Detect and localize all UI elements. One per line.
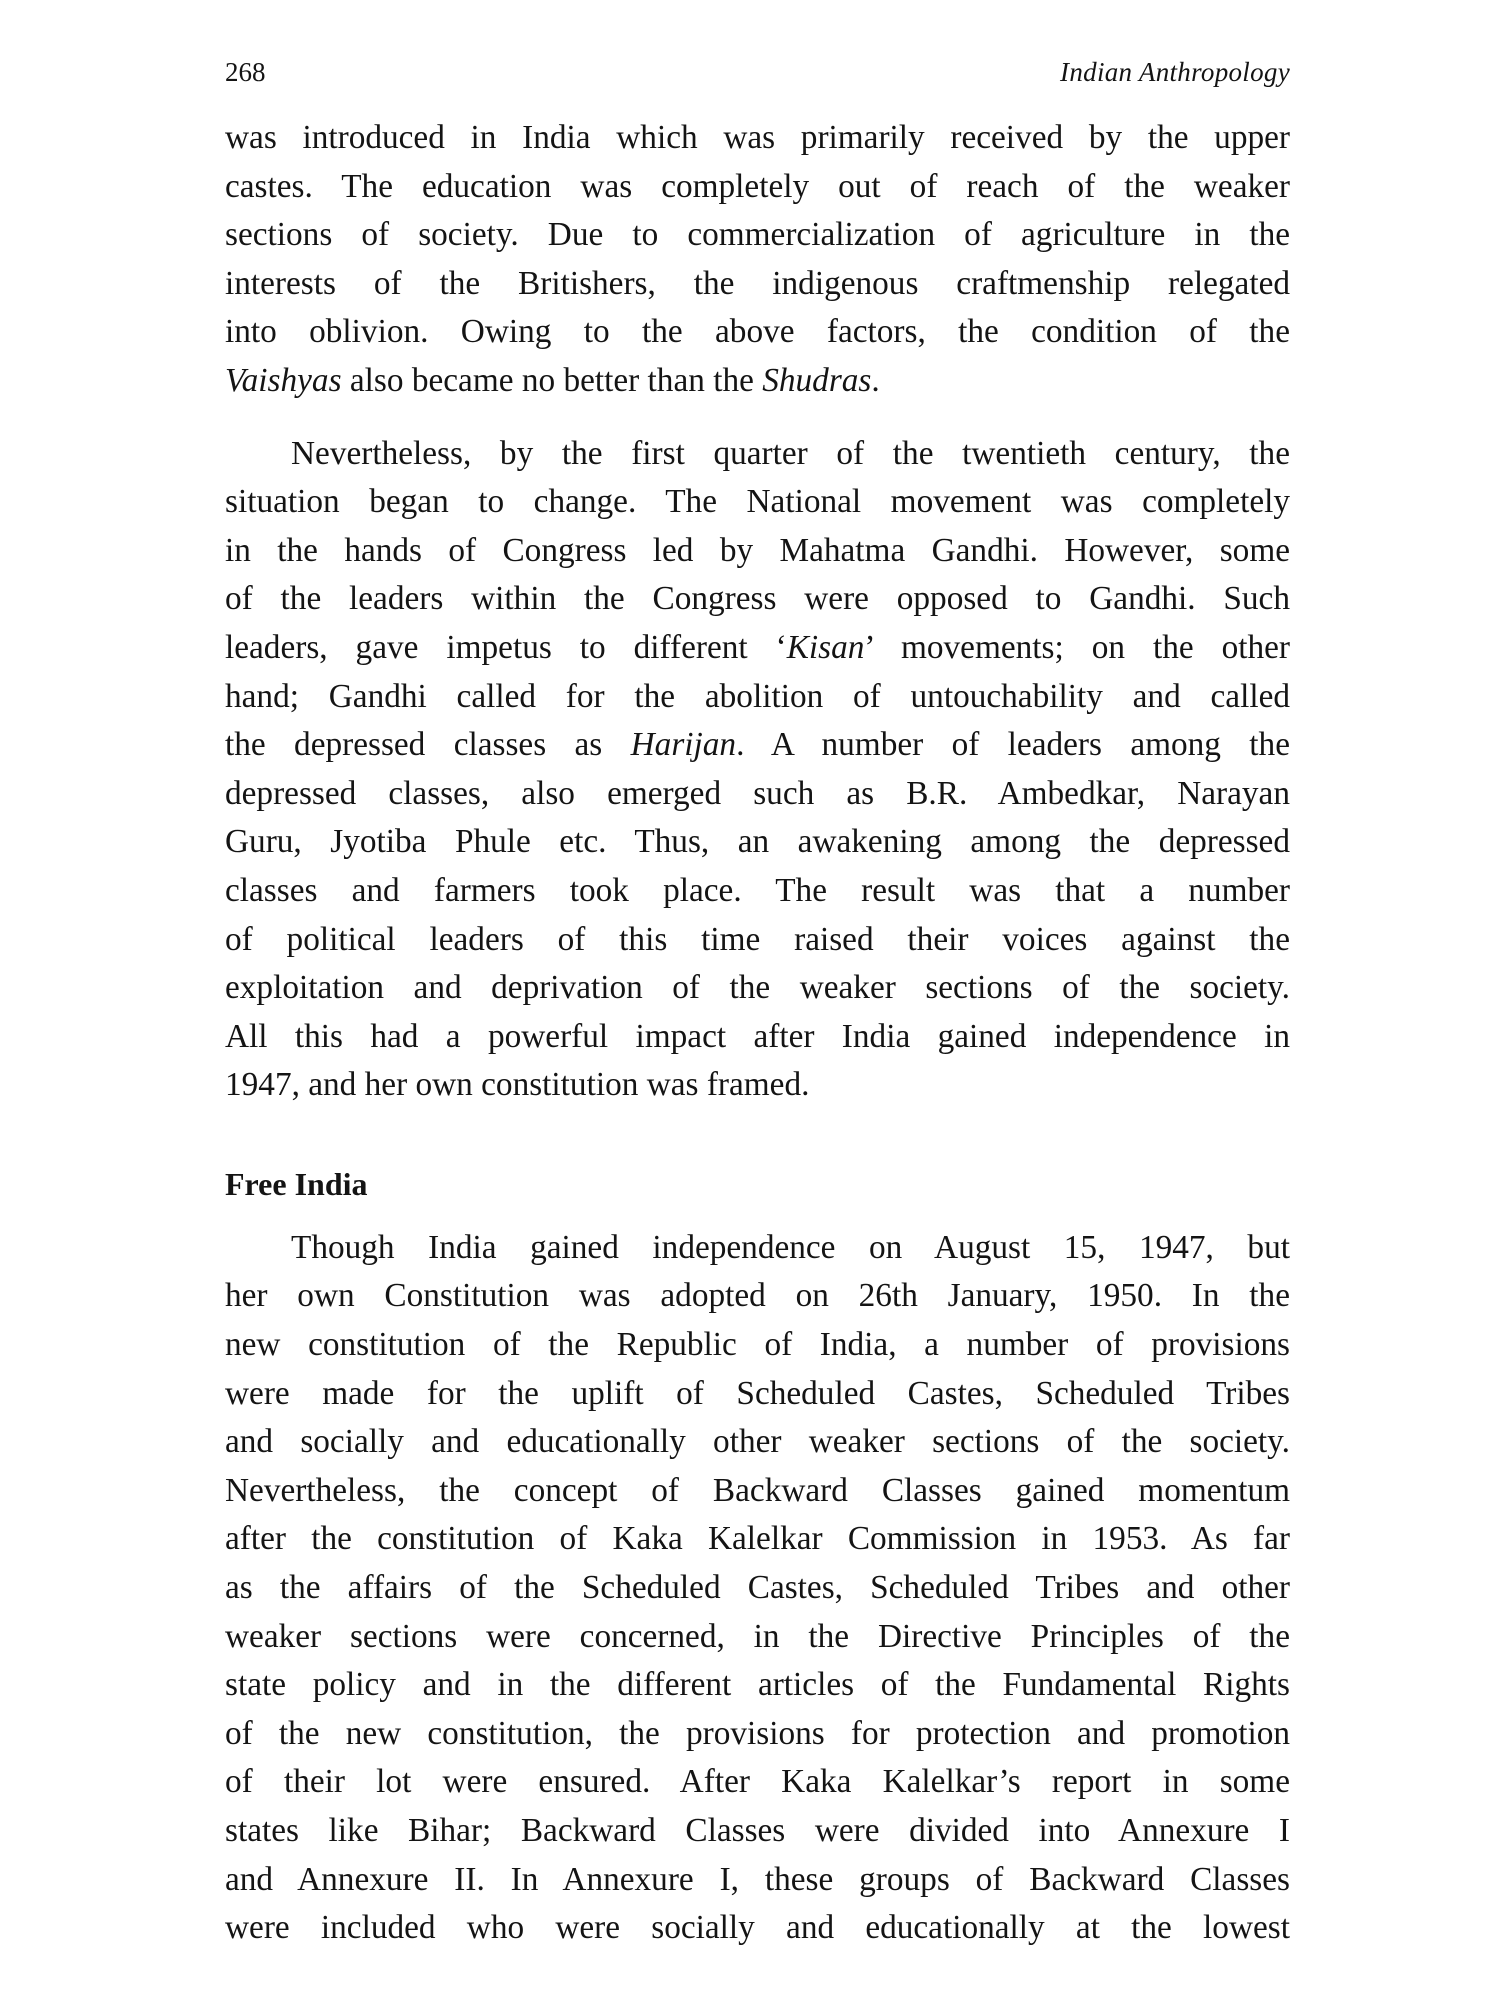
text-line: of the leaders within the Congress were opposed to Gandhi. Such <box>225 580 1290 618</box>
text-line: 1947, and her own constitution was framed. <box>225 1066 810 1104</box>
text-line: and socially and educationally other weaker sections of the society. <box>225 1423 1290 1461</box>
text-fragment: . A number of leaders among the <box>736 726 1290 764</box>
text-line: of political leaders of this time raised their voices against the <box>225 920 1290 958</box>
text-fragment: the depressed classes as <box>225 726 631 764</box>
text-line: of their lot were ensured. After Kaka Kalelkar’s report in some <box>225 1763 1290 1801</box>
text-line <box>225 624 1290 673</box>
text-line: depressed classes, also emerged such as B.R. Ambedkar, Narayan <box>225 774 1290 812</box>
text-line: classes and farmers took place. The result was that a number <box>225 871 1290 909</box>
paragraph-2 <box>225 430 1290 1110</box>
text-line: weaker sections were concerned, in the Directive Principles of the <box>225 1617 1290 1655</box>
italic-term-harijan: Harijan <box>630 726 737 764</box>
text-line: interests of the Britishers, the indigenous craftmenship relegated <box>225 264 1290 302</box>
text-line: hand; Gandhi called for the abolition of untouchability and called <box>225 677 1290 715</box>
text-line: and Annexure II. In Annexure I, these groups of Backward Classes <box>225 1860 1290 1898</box>
text-line: All this had a powerful impact after India gained independence in <box>225 1017 1290 1055</box>
text-fragment: leaders, gave impetus to different ‘ <box>225 628 787 666</box>
text-line: into oblivion. Owing to the above factors, the condition of the <box>225 313 1290 351</box>
text-line: were made for the uplift of Scheduled Castes, Scheduled Tribes <box>225 1374 1290 1412</box>
heading-spacer <box>225 1208 1290 1224</box>
text-line: exploitation and deprivation of the weaker sections of the society. <box>225 969 1290 1007</box>
text-line <box>225 357 1290 406</box>
running-header <box>225 52 1290 114</box>
italic-term-vaishyas: Vaishyas <box>225 361 342 399</box>
text-line: as the affairs of the Scheduled Castes, Scheduled Tribes and other <box>225 1569 1290 1607</box>
section-spacer <box>225 1110 1290 1160</box>
text-fragment: also became no better than the <box>341 361 763 399</box>
section-heading: Free India <box>225 1165 368 1202</box>
text-line: Nevertheless, the concept of Backward Classes gained momentum <box>225 1471 1290 1509</box>
text-line: situation began to change. The National movement was completely <box>225 483 1290 521</box>
text-line: states like Bihar; Backward Classes were divided into Annexure I <box>225 1812 1290 1849</box>
text-fragment: ’ movements; on the other <box>864 628 1290 666</box>
text-line: sections of society. Due to commercialization of agriculture in the <box>225 216 1290 254</box>
text-line: state policy and in the different articles of the Fundamental Rights <box>225 1666 1290 1704</box>
text-line: of the new constitution, the provisions for protection and promotion <box>225 1714 1290 1752</box>
text-line: after the constitution of Kaka Kalelkar Commission in 1953. As far <box>225 1520 1290 1558</box>
italic-term-shudras: Shudras <box>762 361 872 399</box>
text-line: Nevertheless, by the first quarter of the twentieth century, the <box>291 434 1290 472</box>
body-text <box>225 114 1290 1953</box>
text-line: in the hands of Congress led by Mahatma Gandhi. However, some <box>225 531 1290 569</box>
text-line <box>225 721 1290 770</box>
text-fragment: . <box>871 361 880 399</box>
running-title: Indian Anthropology <box>1060 57 1290 87</box>
text-line: was introduced in India which was primarily received by the upper <box>225 119 1290 156</box>
text-line: Guru, Jyotiba Phule etc. Thus, an awakening among the depressed <box>225 823 1290 861</box>
page-number: 268 <box>225 57 266 87</box>
text-line: were included who were socially and educationally at the lowest <box>225 1909 1290 1947</box>
text-line: castes. The education was completely out of reach of the weaker <box>225 167 1290 205</box>
paragraph-spacer <box>225 406 1290 430</box>
paragraph-1 <box>225 114 1290 406</box>
book-page <box>225 52 1290 1953</box>
text-line: her own Constitution was adopted on 26th January, 1950. In the <box>225 1277 1290 1315</box>
text-line: Though India gained independence on August 15, 1947, but <box>291 1228 1290 1266</box>
paragraph-3 <box>225 1224 1290 1953</box>
italic-term-kisan: Kisan <box>786 628 865 666</box>
text-line: new constitution of the Republic of India, a number of provisions <box>225 1326 1290 1364</box>
